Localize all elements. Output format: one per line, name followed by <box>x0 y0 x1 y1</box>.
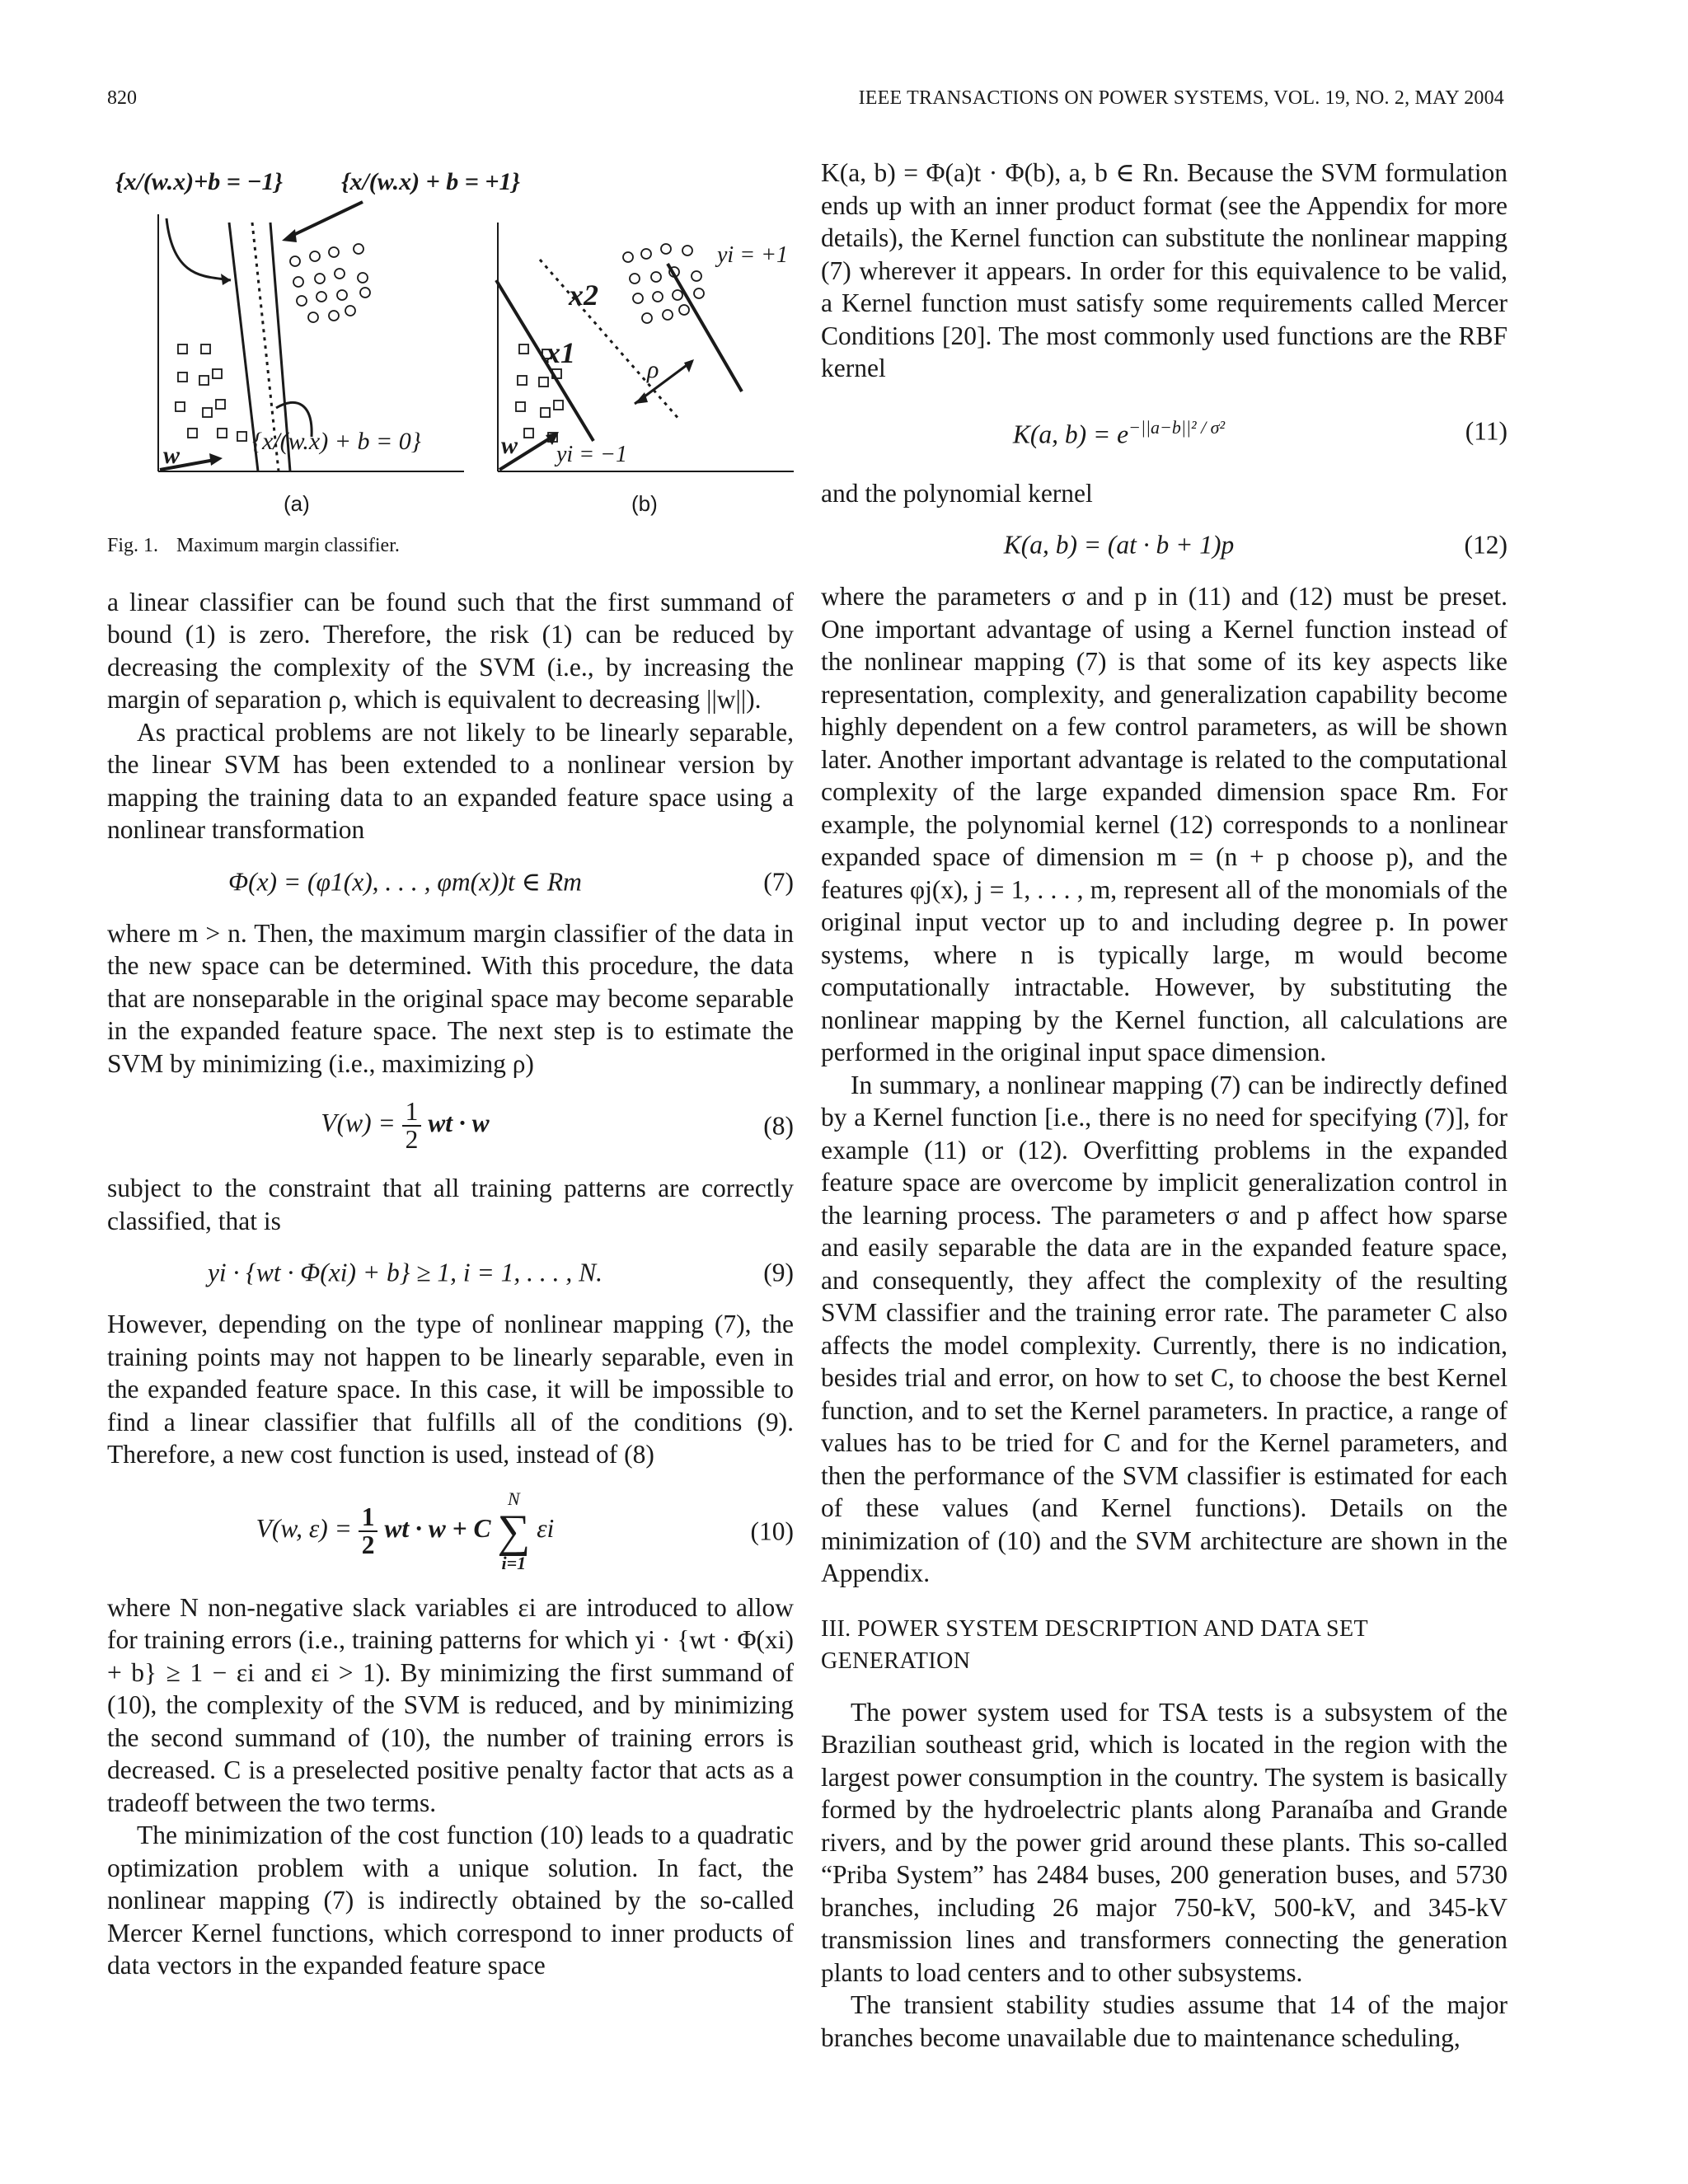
equation-8-fraction <box>402 1099 422 1153</box>
panel-b-sublabel: (b) <box>631 491 658 516</box>
equation-11 <box>821 396 1507 466</box>
right-paragraph-5: The power system used for TSA tests is a subsystem of the Brazilian southeast grid, which is located in the region with the largest power consumption in the country. The system is basically formed by the hydroelectric plants along Paranaíba and Grande rivers, and by the power grid around these plants. This so-called “Priba System” has 2484 buses, 200 generation buses, and 5730 branches, including 26 major 750-kV, 500-kV, and 345-kV transmission lines and transformers connecting the generation plants to load centers and to other subsystems. <box>821 1697 1507 1987</box>
equation-12-number: (12) <box>1464 530 1507 560</box>
equation-10 <box>107 1483 794 1580</box>
equation-11-number: (11) <box>1465 415 1507 445</box>
equation-7 <box>107 858 794 906</box>
equation-11-exponent: −||a−b||² / σ² <box>1128 416 1226 438</box>
equation-8-frac-num: 1 <box>402 1099 422 1127</box>
equation-7-number: (7) <box>763 866 794 896</box>
right-paragraph-3: where the parameters σ and p in (11) and (12) must be preset. One important advantage of using a Kernel function instead of the nonlinear mapping (7) is that some of its key aspects like representation, complexity, and generalization capability become highly dependent on a few control parameters, as will be shown later. Another important advantage is related to the computational complexity of the large expanded dimension space Rm. For example, the polynomial kernel (12) corresponds to a nonlinear expanded space of dimension m = (n + p choose p), and the features φj(x), j = 1, . . . , m, represent all of the monomials of the original input vector up to and including degree p. In power systems, where n is typically large, m would become computationally intractable. However, by substituting the nonlinear mapping by the Kernel function, all calculations are performed in the original input space dimension. <box>821 582 1507 1066</box>
panel-b-positive-points <box>623 244 704 323</box>
panel-b-x2-label: x2 <box>569 279 598 312</box>
equation-7-body: Φ(x) = (φ1(x), . . . , φm(x))t ∈ Rm <box>228 866 582 896</box>
running-head: IEEE TRANSACTIONS ON POWER SYSTEMS, VOL. 19, NO. 2, MAY 2004 <box>858 87 1504 109</box>
equation-8-lhs: V(w) = <box>321 1108 396 1138</box>
equation-10-sum <box>497 1488 530 1575</box>
equation-10-tail: εi <box>537 1513 555 1543</box>
left-paragraph-4: subject to the constraint that all training patterns are correctly classified, that is <box>107 1174 794 1235</box>
equation-10-frac-num: 1 <box>359 1504 378 1532</box>
equation-10-sum-bottom: i=1 <box>501 1552 527 1573</box>
panel-a-top-label-right: {x/(w.x) + b = +1} <box>341 168 520 195</box>
equation-9-body: yi · {wt · Φ(xi) + b} ≥ 1, i = 1, . . . , N. <box>207 1258 603 1287</box>
right-column <box>821 157 1507 2054</box>
equation-11-lhs: K(a, b) = e <box>1012 419 1129 448</box>
equation-10-sum-top: N <box>507 1488 520 1509</box>
panel-b-w-label: w <box>501 432 518 459</box>
figure-label: Fig. 1. <box>107 535 159 556</box>
left-paragraph-3: where m > n. Then, the maximum margin classifier of the data in the new space can be determined. With this procedure, the data that are nonseparable in the original space may become separable in the expanded feature space. The next step is to estimate the SVM by minimizing (i.e., maximizing ρ) <box>107 918 794 1078</box>
page-number: 820 <box>107 87 137 109</box>
panel-b-x1-label: x1 <box>546 336 575 369</box>
equation-8-number: (8) <box>763 1111 794 1141</box>
left-paragraph-2: As practical problems are not likely to be linearly separable, the linear SVM has been extended to a nonlinear version by mapping the training data to an expanded feature space using a nonlinear transformation <box>107 717 794 844</box>
equation-9 <box>107 1249 794 1296</box>
panel-b <box>496 223 794 516</box>
left-paragraph-6: where N non-negative slack variables εi are introduced to allow for training errors (i.e., training patterns for which yi · {wt · Φ(xi) + b} ≥ 1 − εi and εi > 1). By minimizing the first summand of (10), the complexity of the SVM is reduced, and by minimizing the second summand of (10), the number of training errors is decreased. C is a preselected positive penalty factor that acts as a tradeoff between the two terms. <box>107 1592 794 1817</box>
panel-a-bottom-label: {x/(w.x) + b = 0} <box>252 428 421 455</box>
right-paragraph-6: The transient stability studies assume that 14 of the major branches become unavailable due to maintenance scheduling, <box>821 1990 1507 2052</box>
left-column <box>107 157 794 1982</box>
panel-b-y-pos-label: yi = +1 <box>717 242 788 268</box>
figure-1-graphic <box>107 157 794 523</box>
equation-10-number: (10) <box>750 1516 794 1545</box>
panel-a-negative-points <box>176 344 246 441</box>
left-paragraph-7: The minimization of the cost function (10) leads to a quadratic optimization problem with a unique solution. In fact, the nonlinear mapping (7) is indirectly obtained by the so-called Mercer Kernel functions, which correspond to inner products of data vectors in the expanded feature space <box>107 1821 794 1980</box>
right-paragraph-4: In summary, a nonlinear mapping (7) can be indirectly defined by a Kernel function [i.e., there is no need for specifying (7)], for example (11) or (12). Overfitting problems in the expanded feature space are overcome by implicit generalization control in the learning process. The parameters σ and p affect how sparse and easily separable the data are in the expanded feature space, and consequently, they affect the complexity of the resulting SVM classifier and the training error rate. The parameter C also affects the model complexity. Currently, there is no indication, besides trial and error, on how to set C, to choose the best Kernel function, and to set the Kernel parameters. In practice, a range of values has to be tried for C and for the Kernel parameters, and then the performance of the SVM classifier is estimated for each of these values (and Kernel functions). Details on the minimization of (10) and the SVM architecture are shown in the Appendix. <box>821 1070 1507 1587</box>
panel-b-y-neg-label: yi = −1 <box>556 442 627 467</box>
equation-8-rhs: wt · w <box>428 1108 490 1138</box>
equation-12-body: K(a, b) = (at · b + 1)p <box>1003 530 1235 560</box>
panel-a-w-label: w <box>163 442 181 469</box>
section-heading: III. POWER SYSTEM DESCRIPTION AND DATA SET GENERATION <box>821 1615 1368 1674</box>
figure-1 <box>107 157 794 523</box>
right-paragraph-2: and the polynomial kernel <box>821 478 1093 508</box>
equation-8-frac-den: 2 <box>405 1125 419 1154</box>
panel-a-sublabel: (a) <box>284 491 310 516</box>
panel-a-positive-points <box>290 244 370 322</box>
equation-10-mid: wt · w + C <box>384 1513 491 1543</box>
sigma-icon: ∑ <box>497 1505 531 1557</box>
right-paragraph-1: K(a, b) = Φ(a)t · Φ(b), a, b ∈ Rn. Because the SVM formulation ends up with an inner product format (see the Appendix for more details), the Kernel function can substitute the nonlinear mapping (7) wherever it appears. In order for this equivalence to be valid, a Kernel function must satisfy some requirements called Mercer Conditions [20]. The most commonly used functions are the RBF kernel <box>821 158 1507 382</box>
equation-9-number: (9) <box>763 1258 794 1287</box>
equation-10-lhs: V(w, ε) = <box>256 1513 352 1543</box>
panel-a <box>115 168 520 516</box>
left-paragraph-1: a linear classifier can be found such that the first summand of bound (1) is zero. Therefore, the risk (1) can be reduced by decreasing the complexity of the SVM (i.e., by increasing the margin of separation ρ, which is equivalent to decreasing ||w||). <box>107 587 794 714</box>
figure-caption <box>107 530 794 563</box>
equation-8 <box>107 1091 794 1160</box>
equation-10-fraction <box>359 1504 378 1558</box>
equation-10-frac-den: 2 <box>361 1530 375 1559</box>
left-paragraph-5: However, depending on the type of nonlinear mapping (7), the training points may not happen to be linearly separable, even in the expanded feature space. In this case, it will be impossible to find a linear classifier that fulfills all of the conditions (9). Therefore, a new cost function is used, instead of (8) <box>107 1310 794 1469</box>
figure-caption-text: Maximum margin classifier. <box>176 535 400 556</box>
equation-12 <box>821 521 1507 569</box>
panel-a-top-label-left: {x/(w.x)+b = −1} <box>115 168 283 195</box>
panel-b-rho-label: ρ <box>647 356 659 383</box>
